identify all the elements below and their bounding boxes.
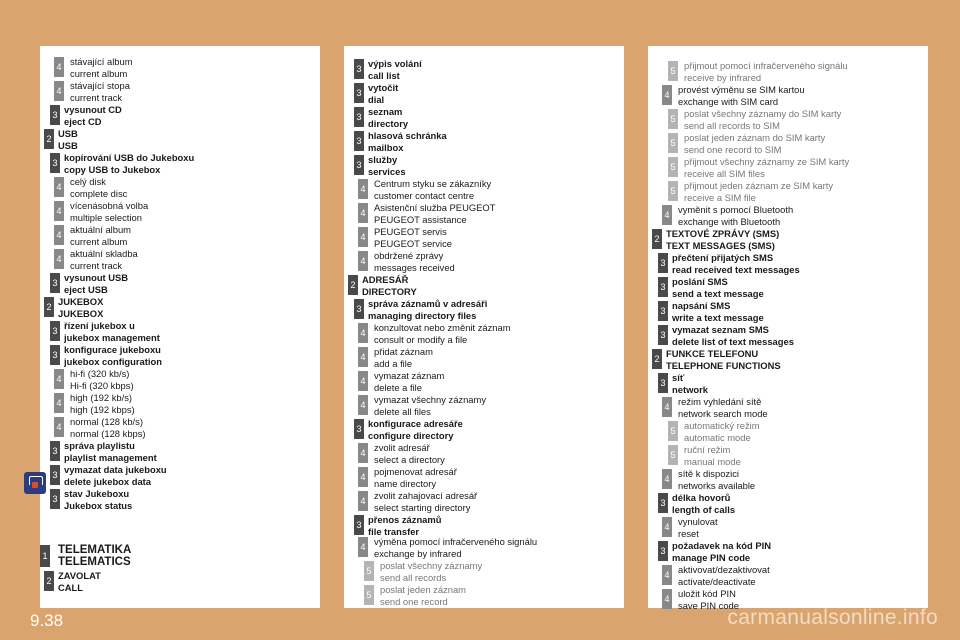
menu-item-label [374, 536, 537, 559]
label-czech: TEXTOVÉ ZPRÁVY (SMS) [666, 228, 780, 239]
level-badge: 3 [50, 273, 60, 293]
menu-item-label [684, 180, 833, 203]
label-english: exchange with SIM card [678, 95, 779, 107]
level-badge: 4 [358, 179, 368, 199]
label-english: send a text message [672, 287, 764, 299]
label-czech: sítě k dispozici [678, 468, 739, 479]
label-czech: aktuální skladba [70, 248, 138, 259]
menu-item-label [678, 396, 768, 419]
label-english: USB [58, 139, 78, 151]
label-english: save PIN code [678, 599, 739, 611]
menu-item-label [672, 324, 794, 347]
menu-column-3 [648, 46, 928, 611]
level-badge: 3 [354, 107, 364, 127]
label-english: directory [368, 117, 409, 129]
level-badge: 4 [358, 443, 368, 463]
menu-item-label [672, 540, 771, 563]
level-badge: 3 [50, 345, 60, 365]
menu-item-label [64, 344, 162, 367]
level-badge: 5 [668, 445, 678, 465]
label-english: high (192 kbps) [70, 403, 135, 415]
label-english: network [672, 383, 708, 395]
label-czech: přečtení přijatých SMS [672, 252, 774, 263]
menu-item-label [58, 128, 78, 151]
label-english: normal (128 kbps) [70, 427, 146, 439]
menu-item-label [374, 394, 486, 417]
label-english: CALL [58, 581, 83, 593]
level-badge: 2 [652, 229, 662, 249]
label-english: current album [70, 67, 128, 79]
label-english: messages received [374, 261, 455, 273]
menu-item-label [58, 544, 131, 568]
menu-item-label [70, 416, 146, 439]
level-badge: 3 [354, 419, 364, 439]
menu-item-label [70, 368, 134, 391]
menu-item-label [374, 250, 455, 273]
label-english: manage PIN code [672, 551, 751, 563]
menu-item-label [374, 370, 444, 393]
label-english: Hi-fi (320 kbps) [70, 379, 134, 391]
label-czech: zvolit zahajovací adresář [374, 490, 478, 501]
level-badge: 3 [354, 59, 364, 79]
level-badge: 4 [662, 565, 672, 585]
label-czech: hlasová schránka [368, 130, 447, 141]
label-czech: zvolit adresář [374, 442, 430, 453]
menu-item-label [64, 320, 160, 343]
page-number: 9.38 [30, 611, 64, 630]
label-czech: správa playlistu [64, 440, 135, 451]
label-czech: vynulovat [678, 516, 718, 527]
level-badge: 4 [54, 177, 64, 197]
label-czech: kopírování USB do Jukeboxu [64, 152, 195, 163]
level-badge: 3 [658, 301, 668, 321]
level-badge: 5 [668, 109, 678, 129]
level-badge: 3 [354, 83, 364, 103]
menu-item-label [374, 442, 445, 465]
label-czech: hi-fi (320 kb/s) [70, 368, 130, 379]
level-badge: 4 [662, 517, 672, 537]
label-english: select starting directory [374, 501, 471, 513]
label-czech: přidat záznam [374, 346, 433, 357]
label-english: name directory [374, 477, 437, 489]
label-czech: vysunout USB [64, 272, 129, 283]
menu-item-label [684, 420, 760, 443]
label-czech: Centrum styku se zákazníky [374, 178, 492, 189]
label-english: receive by infrared [684, 71, 762, 83]
label-english: services [368, 165, 406, 177]
menu-item-label [368, 298, 487, 321]
telematics-icon [24, 472, 46, 494]
label-czech: vícenásobná volba [70, 200, 149, 211]
menu-item-label [666, 348, 781, 371]
label-czech: režim vyhledání sítě [678, 396, 762, 407]
label-czech: správa záznamů v adresáři [368, 298, 488, 309]
label-czech: JUKEBOX [58, 296, 104, 307]
label-english: network search mode [678, 407, 768, 419]
label-czech: poslání SMS [672, 276, 728, 287]
level-badge: 2 [44, 297, 54, 317]
label-czech: pojmenovat adresář [374, 466, 457, 477]
label-english: send one record [380, 595, 448, 607]
menu-item-label [672, 252, 800, 275]
level-badge: 1 [40, 545, 50, 567]
level-badge: 4 [358, 395, 368, 415]
menu-item-label [368, 82, 398, 105]
level-badge: 3 [658, 277, 668, 297]
label-english: jukebox management [64, 331, 160, 343]
label-czech: výměna pomocí infračerveného signálu [374, 536, 538, 547]
label-czech: USB [58, 128, 78, 139]
menu-item-label [70, 176, 127, 199]
label-english: send one record to SIM [684, 143, 782, 155]
label-english: DIRECTORY [362, 285, 417, 297]
level-badge: 4 [662, 205, 672, 225]
menu-item-label [368, 58, 422, 81]
label-english: select a directory [374, 453, 445, 465]
label-english: exchange by infrared [374, 547, 462, 559]
level-badge: 2 [44, 129, 54, 149]
menu-item-label [368, 418, 463, 441]
menu-item-label [368, 154, 406, 177]
label-english: current album [70, 235, 128, 247]
level-badge: 4 [358, 347, 368, 367]
menu-item-label [374, 178, 491, 201]
label-english: automatic mode [684, 431, 751, 443]
label-english: TEXT MESSAGES (SMS) [666, 239, 775, 251]
label-czech: FUNKCE TELEFONU [666, 348, 759, 359]
level-badge: 4 [358, 251, 368, 271]
label-english: eject USB [64, 283, 108, 295]
menu-item-label [666, 228, 779, 251]
label-czech: konzultovat nebo změnit záznam [374, 322, 511, 333]
label-czech: provést výměnu se SIM kartou [678, 84, 805, 95]
label-czech: služby [368, 154, 398, 165]
level-badge: 3 [658, 325, 668, 345]
label-czech: síť [672, 372, 685, 383]
label-czech: poslat všechny záznamy do SIM karty [684, 108, 842, 119]
label-english: activate/deactivate [678, 575, 756, 587]
level-badge: 4 [54, 369, 64, 389]
label-czech: PEUGEOT servis [374, 226, 447, 237]
level-badge: 4 [662, 397, 672, 417]
watermark: carmanualsonline.info [727, 606, 938, 629]
level-badge: 3 [50, 465, 60, 485]
menu-item-label [64, 272, 128, 295]
label-english: PEUGEOT assistance [374, 213, 467, 225]
level-badge: 3 [354, 131, 364, 151]
menu-item-label [64, 464, 167, 487]
label-english: playlist management [64, 451, 157, 463]
menu-item-label [672, 300, 764, 323]
level-badge: 5 [668, 61, 678, 81]
menu-item-label [678, 84, 805, 107]
menu-item-label [374, 466, 457, 489]
menu-item-label [374, 202, 495, 225]
label-czech: poslat všechny záznamy [380, 560, 483, 571]
label-english: jukebox configuration [64, 355, 162, 367]
menu-item-label [380, 584, 466, 607]
label-czech: vysunout CD [64, 104, 122, 115]
level-badge: 3 [354, 299, 364, 319]
menu-item-label [70, 200, 148, 223]
menu-item-label [58, 570, 101, 593]
level-badge: 5 [668, 157, 678, 177]
label-czech: automatický režim [684, 420, 760, 431]
label-czech: přijmout pomocí infračerveného signálu [684, 60, 848, 71]
label-czech: vymazat data jukeboxu [64, 464, 167, 475]
label-english: file transfer [368, 525, 420, 537]
menu-item-label [672, 372, 708, 395]
label-english: length of calls [672, 503, 736, 515]
label-czech: vymazat všechny záznamy [374, 394, 487, 405]
level-badge: 2 [652, 349, 662, 369]
level-badge: 5 [668, 133, 678, 153]
label-english: configure directory [368, 429, 454, 441]
label-english: Jukebox status [64, 499, 133, 511]
menu-item-label [684, 108, 841, 131]
level-badge: 3 [658, 541, 668, 561]
level-badge: 4 [54, 225, 64, 245]
label-english: send all records [380, 571, 447, 583]
level-badge: 4 [358, 203, 368, 223]
label-english: read received text messages [672, 263, 800, 275]
label-czech: ADRESÁŘ [362, 274, 409, 285]
label-english: current track [70, 91, 123, 103]
menu-column-2 [344, 46, 624, 608]
label-czech: poslat jeden záznam do SIM karty [684, 132, 826, 143]
menu-item-label [64, 488, 132, 511]
label-english: multiple selection [70, 211, 142, 223]
menu-item-label [678, 516, 718, 539]
level-badge: 4 [54, 81, 64, 101]
menu-item-label [678, 564, 770, 587]
level-badge: 3 [658, 493, 668, 513]
label-czech: konfigurace jukeboxu [64, 344, 161, 355]
level-badge: 5 [668, 181, 678, 201]
menu-item-label [70, 392, 135, 415]
menu-item-label [374, 226, 452, 249]
label-english: exchange with Bluetooth [678, 215, 781, 227]
menu-item-label [684, 444, 741, 467]
label-czech: požadavek na kód PIN [672, 540, 771, 551]
label-czech: obdržené zprávy [374, 250, 444, 261]
label-czech: stav Jukeboxu [64, 488, 130, 499]
level-badge: 2 [44, 571, 54, 591]
level-badge: 3 [50, 105, 60, 125]
menu-item-label [374, 346, 433, 369]
label-english: TELEPHONE FUNCTIONS [666, 359, 781, 371]
label-english: delete all files [374, 405, 431, 417]
label-english: dial [368, 93, 385, 105]
menu-item-label [684, 132, 825, 155]
level-badge: 3 [50, 489, 60, 509]
level-badge: 3 [658, 373, 668, 393]
label-czech: stávající stopa [70, 80, 130, 91]
label-english: mailbox [368, 141, 404, 153]
label-czech: uložit kód PIN [678, 588, 736, 599]
level-badge: 3 [50, 441, 60, 461]
level-badge: 4 [54, 417, 64, 437]
menu-item-label [368, 130, 447, 153]
level-badge: 4 [358, 491, 368, 511]
label-english: eject CD [64, 115, 102, 127]
level-badge: 4 [54, 249, 64, 269]
label-english: write a text message [672, 311, 764, 323]
label-czech: vytočit [368, 82, 399, 93]
menu-item-label [368, 106, 408, 129]
label-czech: přijmout jeden záznam ze SIM karty [684, 180, 834, 191]
label-english: networks available [678, 479, 756, 491]
level-badge: 4 [54, 201, 64, 221]
label-czech: normal (128 kb/s) [70, 416, 143, 427]
label-english: manual mode [684, 455, 741, 467]
level-badge: 4 [54, 393, 64, 413]
label-english: send all records to SIM [684, 119, 780, 131]
label-czech: aktivovat/dezaktivovat [678, 564, 770, 575]
label-english: current track [70, 259, 123, 271]
label-czech: konfigurace adresáře [368, 418, 463, 429]
label-czech: celý disk [70, 176, 106, 187]
menu-item-label [362, 274, 417, 297]
level-badge: 4 [662, 589, 672, 609]
level-badge: 2 [348, 275, 358, 295]
label-english: customer contact centre [374, 189, 475, 201]
label-english: JUKEBOX [58, 307, 104, 319]
label-english: reset [678, 527, 699, 539]
label-czech: seznam [368, 106, 403, 117]
label-english: consult or modify a file [374, 333, 468, 345]
label-czech: napsání SMS [672, 300, 731, 311]
label-czech: vymazat seznam SMS [672, 324, 769, 335]
menu-item-label [70, 224, 131, 247]
label-english: TELEMATICS [58, 556, 131, 568]
label-english: managing directory files [368, 309, 477, 321]
label-english: receive a SIM file [684, 191, 756, 203]
label-czech: vyměnit s pomocí Bluetooth [678, 204, 794, 215]
menu-item-label [64, 440, 157, 463]
level-badge: 3 [354, 515, 364, 535]
level-badge: 4 [358, 227, 368, 247]
level-badge: 4 [662, 85, 672, 105]
level-badge: 3 [658, 253, 668, 273]
label-czech: výpis volání [368, 58, 422, 69]
level-badge: 3 [50, 321, 60, 341]
label-english: delete a file [374, 381, 422, 393]
level-badge: 5 [668, 421, 678, 441]
menu-item-label [380, 560, 482, 583]
menu-item-label [684, 60, 848, 83]
menu-column-1 [40, 46, 320, 608]
label-english: PEUGEOT service [374, 237, 452, 249]
level-badge: 4 [54, 57, 64, 77]
label-english: delete jukebox data [64, 475, 152, 487]
label-english: add a file [374, 357, 413, 369]
label-english: call list [368, 69, 400, 81]
level-badge: 3 [354, 155, 364, 175]
label-czech: délka hovorů [672, 492, 731, 503]
menu-item-label [58, 296, 103, 319]
level-badge: 4 [358, 467, 368, 487]
menu-item-label [64, 104, 122, 127]
menu-item-label [678, 204, 793, 227]
menu-item-label [70, 248, 138, 271]
level-badge: 4 [358, 371, 368, 391]
menu-item-label [64, 152, 194, 175]
level-badge: 4 [358, 537, 368, 557]
menu-item-label [374, 322, 511, 345]
label-czech: TELEMATIKA [58, 544, 132, 556]
label-czech: vymazat záznam [374, 370, 445, 381]
menu-item-label [374, 490, 477, 513]
level-badge: 4 [358, 323, 368, 343]
label-czech: přijmout všechny záznamy ze SIM karty [684, 156, 850, 167]
label-czech: ruční režim [684, 444, 731, 455]
level-badge: 4 [662, 469, 672, 489]
label-czech: řízení jukebox u [64, 320, 135, 331]
label-czech: poslat jeden záznam [380, 584, 466, 595]
level-badge: 3 [50, 153, 60, 173]
level-badge: 5 [364, 561, 374, 581]
menu-item-label [672, 492, 735, 515]
level-badge: 5 [364, 585, 374, 605]
label-czech: aktuální album [70, 224, 131, 235]
menu-item-label [684, 156, 849, 179]
label-czech: přenos záznamů [368, 514, 442, 525]
menu-item-label [678, 468, 755, 491]
label-english: receive all SIM files [684, 167, 765, 179]
label-czech: ZAVOLAT [58, 570, 101, 581]
label-english: delete list of text messages [672, 335, 794, 347]
label-english: complete disc [70, 187, 128, 199]
menu-item-label [70, 56, 133, 79]
label-czech: stávající album [70, 56, 133, 67]
menu-item-label [368, 514, 441, 537]
menu-item-label [70, 80, 130, 103]
label-czech: high (192 kb/s) [70, 392, 133, 403]
menu-item-label [672, 276, 764, 299]
label-czech: Asistenční služba PEUGEOT [374, 202, 496, 213]
label-english: copy USB to Jukebox [64, 163, 161, 175]
